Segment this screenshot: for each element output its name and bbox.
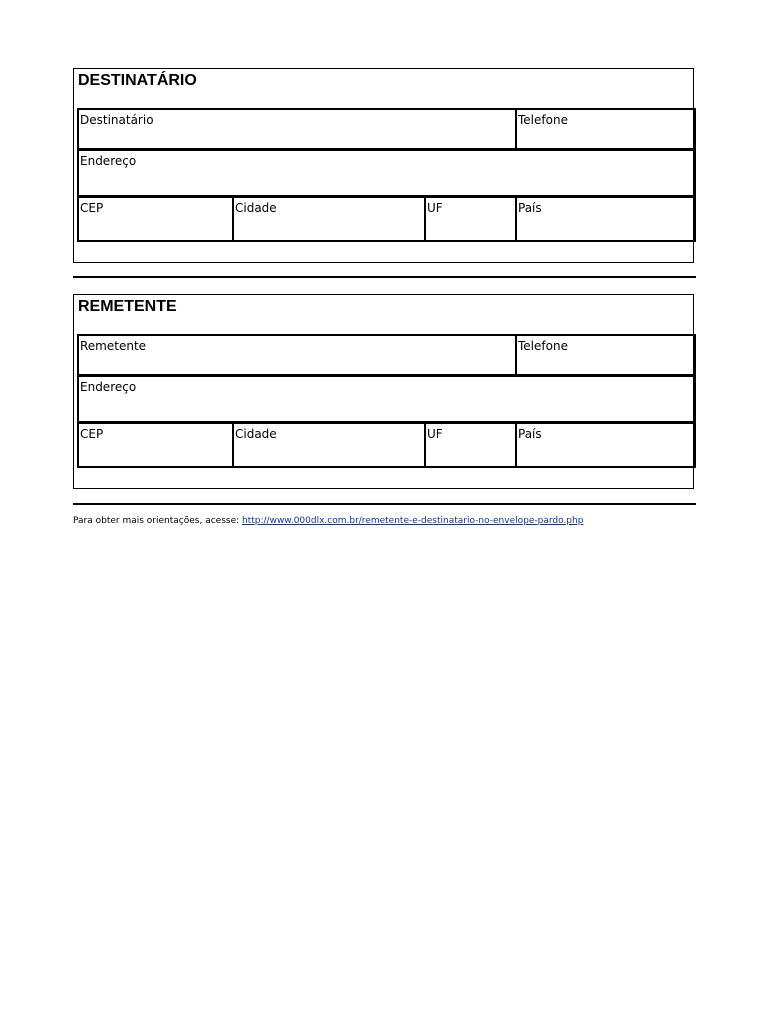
destinatario-section — [73, 68, 694, 263]
footer-text: Para obter mais orientações, acesse: — [73, 516, 240, 526]
remetente-country-field[interactable] — [515, 422, 696, 468]
destinatario-phone-label: Telefone — [518, 113, 568, 127]
section-divider — [73, 276, 696, 278]
remetente-cep-field[interactable] — [77, 422, 234, 468]
destinatario-uf-label: UF — [427, 201, 443, 215]
remetente-cep-label: CEP — [80, 427, 104, 441]
footer-link[interactable]: http://www.000dlx.com.br/remetente-e-destinatario-no-envelope-pardo.php — [242, 516, 584, 526]
destinatario-phone-field[interactable] — [515, 108, 696, 150]
destinatario-city-field[interactable] — [232, 196, 426, 242]
destinatario-uf-field[interactable] — [424, 196, 517, 242]
remetente-country-label: País — [518, 427, 542, 441]
destinatario-cep-label: CEP — [80, 201, 104, 215]
destinatario-address-field[interactable] — [77, 149, 696, 197]
footer-divider — [73, 503, 696, 505]
destinatario-title: DESTINATÁRIO — [78, 72, 197, 89]
destinatario-city-label: Cidade — [235, 201, 277, 215]
remetente-uf-field[interactable] — [424, 422, 517, 468]
remetente-address-field[interactable] — [77, 375, 696, 423]
destinatario-country-label: País — [518, 201, 542, 215]
remetente-uf-label: UF — [427, 427, 443, 441]
remetente-city-label: Cidade — [235, 427, 277, 441]
destinatario-name-field[interactable] — [77, 108, 517, 150]
remetente-phone-field[interactable] — [515, 334, 696, 376]
destinatario-name-label: Destinatário — [80, 113, 154, 127]
destinatario-cep-field[interactable] — [77, 196, 234, 242]
remetente-section — [73, 294, 694, 489]
destinatario-country-field[interactable] — [515, 196, 696, 242]
remetente-address-label: Endereço — [80, 380, 137, 394]
destinatario-address-label: Endereço — [80, 154, 137, 168]
remetente-city-field[interactable] — [232, 422, 426, 468]
remetente-name-label: Remetente — [80, 339, 147, 353]
footer-note — [73, 516, 583, 526]
remetente-phone-label: Telefone — [518, 339, 568, 353]
remetente-title: REMETENTE — [78, 298, 177, 315]
remetente-name-field[interactable] — [77, 334, 517, 376]
